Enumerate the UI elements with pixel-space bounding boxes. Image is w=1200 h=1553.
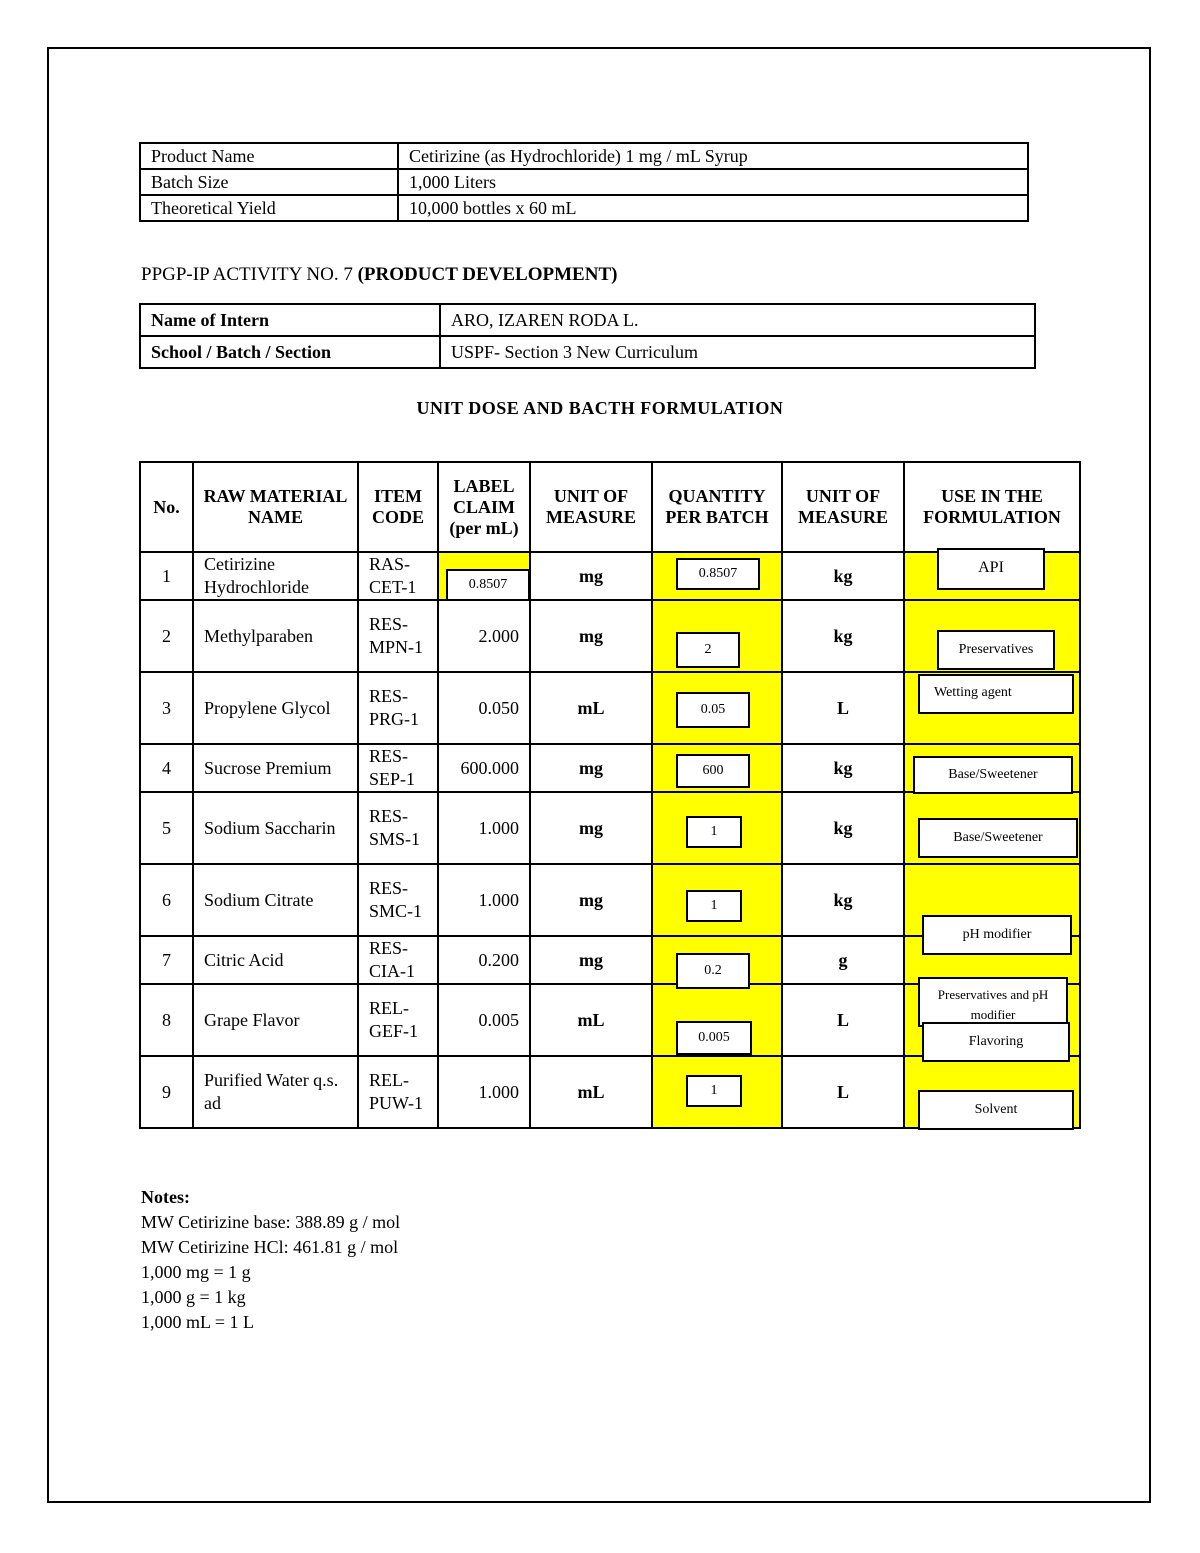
use-box: Base/Sweetener [918, 818, 1078, 858]
use-box: pH modifier [922, 915, 1072, 955]
row-material-name: Purified Water q.s. ad [193, 1056, 358, 1128]
quantity-box: 1 [686, 816, 742, 848]
row-uom: mg [530, 552, 652, 600]
use-box: Flavoring [922, 1022, 1070, 1062]
note-line: MW Cetirizine base: 388.89 g / mol [141, 1212, 401, 1232]
quantity-box: 0.2 [676, 953, 750, 989]
row-uom: mg [530, 864, 652, 936]
row-material-name: Cetirizine Hydrochloride [193, 552, 358, 600]
note-line: 1,000 mL = 1 L [141, 1312, 254, 1332]
note-line: 1,000 mg = 1 g [141, 1262, 251, 1282]
row-item-code: REL-GEF-1 [358, 984, 438, 1056]
row-uom: mg [530, 744, 652, 792]
quantity-box: 2 [676, 632, 740, 668]
school-value: USPF- Section 3 New Curriculum [440, 336, 1035, 368]
product-name-row [140, 143, 1028, 169]
row-uom: mg [530, 600, 652, 672]
row-batch-uom: L [782, 984, 904, 1056]
row-uom: mL [530, 1056, 652, 1128]
row-item-code: RES-SMC-1 [358, 864, 438, 936]
school-label: School / Batch / Section [140, 336, 440, 368]
row-material-name: Citric Acid [193, 936, 358, 984]
row-material-name: Sodium Saccharin [193, 792, 358, 864]
intern-name-row [140, 304, 1035, 336]
notes-heading: Notes: [141, 1187, 190, 1207]
row-material-name: Propylene Glycol [193, 672, 358, 744]
row-label-claim: 1.000 [438, 1056, 530, 1128]
row-item-code: RES-CIA-1 [358, 936, 438, 984]
row-batch-uom: kg [782, 552, 904, 600]
row-uom: mL [530, 672, 652, 744]
product-name-value: Cetirizine (as Hydrochloride) 1 mg / mL Syrup [398, 143, 1028, 169]
row-label-claim: 600.000 [438, 744, 530, 792]
row-label-claim: 0.005 [438, 984, 530, 1056]
row-no: 2 [140, 600, 193, 672]
use-box: Preservatives [937, 630, 1055, 670]
row-item-code: RES-SMS-1 [358, 792, 438, 864]
formulation-header-row [140, 462, 1080, 552]
activity-title [141, 264, 617, 286]
note-line: 1,000 g = 1 kg [141, 1287, 246, 1307]
row-batch-uom: kg [782, 744, 904, 792]
theoretical-yield-label: Theoretical Yield [140, 195, 398, 221]
batch-size-label: Batch Size [140, 169, 398, 195]
row-batch-uom: L [782, 1056, 904, 1128]
header-raw-material: RAW MATERIAL NAME [193, 462, 358, 552]
row-item-code: RES-MPN-1 [358, 600, 438, 672]
header-label-claim: LABEL CLAIM (per mL) [438, 462, 530, 552]
use-box: API [937, 548, 1045, 590]
quantity-box: 1 [686, 1075, 742, 1107]
product-info-table [139, 142, 1029, 222]
use-box: Solvent [918, 1090, 1074, 1130]
quantity-box: 1 [686, 890, 742, 922]
row-label-claim: 1.000 [438, 792, 530, 864]
section-title: UNIT DOSE AND BACTH FORMULATION [416, 398, 784, 418]
row-material-name: Grape Flavor [193, 984, 358, 1056]
quantity-box: 0.005 [676, 1021, 752, 1055]
row-no: 6 [140, 864, 193, 936]
school-row [140, 336, 1035, 368]
row-batch-uom: kg [782, 600, 904, 672]
notes [141, 1185, 400, 1335]
row-batch-uom: kg [782, 864, 904, 936]
use-box: Wetting agent [918, 674, 1074, 714]
activity-title-bold: (PRODUCT DEVELOPMENT) [357, 264, 618, 285]
row-material-name: Methylparaben [193, 600, 358, 672]
row-no: 9 [140, 1056, 193, 1128]
row-material-name: Sucrose Premium [193, 744, 358, 792]
intern-name-value: ARO, IZAREN RODA L. [440, 304, 1035, 336]
quantity-box: 0.8507 [676, 558, 760, 590]
batch-size-row [140, 169, 1028, 195]
row-item-code: RAS-CET-1 [358, 552, 438, 600]
header-no: No. [140, 462, 193, 552]
row-item-code: REL-PUW-1 [358, 1056, 438, 1128]
header-unit-of-measure: UNIT OF MEASURE [530, 462, 652, 552]
product-name-label: Product Name [140, 143, 398, 169]
row-no: 1 [140, 552, 193, 600]
row-label-claim: 0.200 [438, 936, 530, 984]
note-line: MW Cetirizine HCl: 461.81 g / mol [141, 1237, 399, 1257]
quantity-box: 600 [676, 754, 750, 788]
row-no: 3 [140, 672, 193, 744]
row-batch-uom: g [782, 936, 904, 984]
row-item-code: RES-PRG-1 [358, 672, 438, 744]
row-no: 7 [140, 936, 193, 984]
row-uom: mg [530, 792, 652, 864]
row-uom: mg [530, 936, 652, 984]
use-box: Preservatives and pH modifier [918, 977, 1068, 1027]
header-use: USE IN THE FORMULATION [904, 462, 1080, 552]
row-no: 8 [140, 984, 193, 1056]
header-quantity-per-batch: QUANTITY PER BATCH [652, 462, 782, 552]
row-item-code: RES-SEP-1 [358, 744, 438, 792]
row-label-claim: 1.000 [438, 864, 530, 936]
row-material-name: Sodium Citrate [193, 864, 358, 936]
row-batch-uom: kg [782, 792, 904, 864]
header-batch-unit-of-measure: UNIT OF MEASURE [782, 462, 904, 552]
quantity-box: 0.05 [676, 692, 750, 728]
theoretical-yield-value: 10,000 bottles x 60 mL [398, 195, 1028, 221]
row-label-claim: 2.000 [438, 600, 530, 672]
row-uom: mL [530, 984, 652, 1056]
row-label-claim: 0.050 [438, 672, 530, 744]
header-item-code: ITEM CODE [358, 462, 438, 552]
theoretical-yield-row [140, 195, 1028, 221]
activity-title-prefix: PPGP-IP ACTIVITY NO. 7 [141, 264, 358, 285]
label-claim-box: 0.8507 [446, 569, 530, 601]
row-no: 4 [140, 744, 193, 792]
intern-info-table [139, 303, 1036, 369]
use-box: Base/Sweetener [913, 756, 1073, 794]
batch-size-value: 1,000 Liters [398, 169, 1028, 195]
intern-name-label: Name of Intern [140, 304, 440, 336]
row-batch-uom: L [782, 672, 904, 744]
row-no: 5 [140, 792, 193, 864]
